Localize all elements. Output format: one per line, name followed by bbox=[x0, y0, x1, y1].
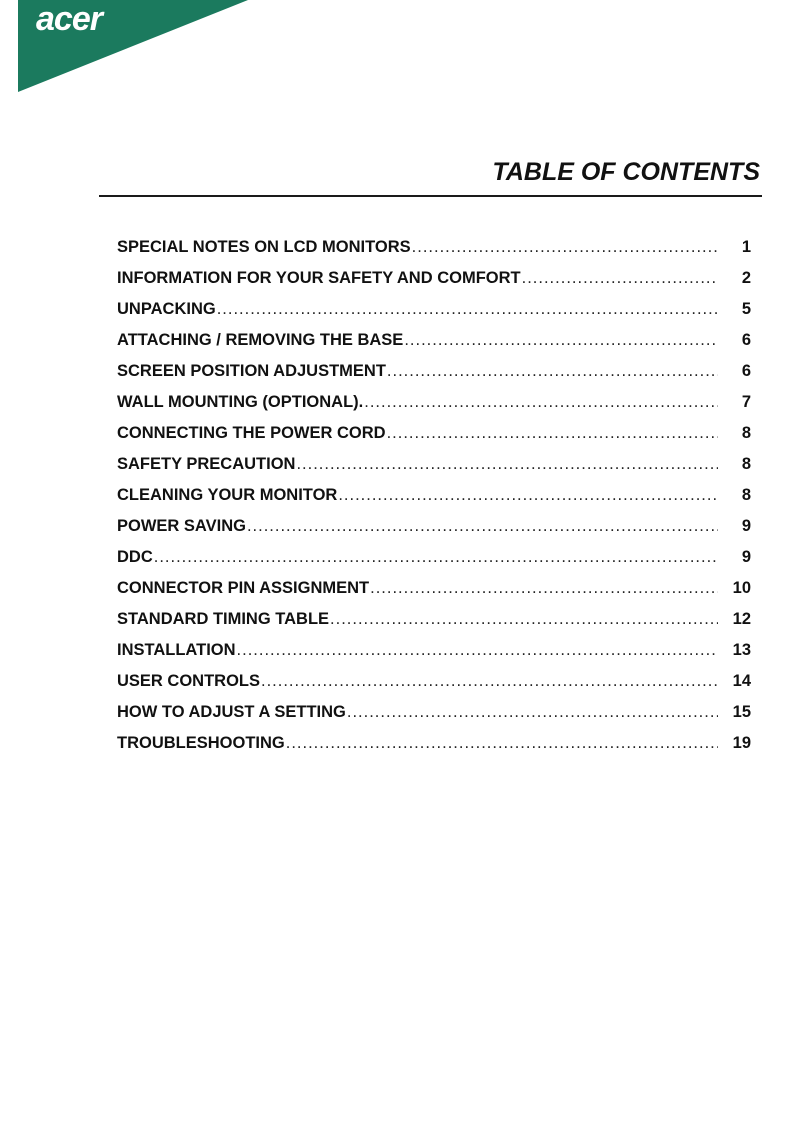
toc-entry-label: ATTACHING / REMOVING THE BASE bbox=[117, 331, 404, 349]
toc-entry[interactable] bbox=[117, 331, 751, 362]
toc-entry-label: SAFETY PRECAUTION bbox=[117, 455, 296, 473]
toc-entry-label: STANDARD TIMING TABLE bbox=[117, 610, 330, 628]
toc-entry[interactable] bbox=[117, 393, 751, 424]
toc-entry-page-number: 12 bbox=[732, 610, 751, 628]
table-of-contents bbox=[117, 238, 751, 765]
toc-entry-label: CONNECTOR PIN ASSIGNMENT bbox=[117, 579, 370, 597]
toc-entry-page-number: 13 bbox=[732, 641, 751, 659]
toc-entry-page-number: 6 bbox=[741, 362, 751, 380]
acer-logo: acer bbox=[36, 0, 102, 38]
toc-entry-label: DDC bbox=[117, 548, 153, 566]
toc-entry[interactable] bbox=[117, 703, 751, 734]
toc-entry-page-number: 8 bbox=[741, 455, 751, 473]
page-title: TABLE OF CONTENTS bbox=[492, 158, 760, 186]
toc-entry[interactable] bbox=[117, 269, 751, 300]
toc-entry-page-number: 10 bbox=[732, 579, 751, 597]
toc-dot-leader bbox=[364, 393, 718, 412]
toc-entry[interactable] bbox=[117, 300, 751, 331]
toc-entry-page-number: 5 bbox=[741, 300, 751, 318]
toc-dot-leader bbox=[522, 269, 718, 288]
toc-entry-page-number: 9 bbox=[741, 517, 751, 535]
title-divider bbox=[99, 195, 762, 197]
toc-entry-label: CLEANING YOUR MONITOR bbox=[117, 486, 338, 504]
toc-dot-leader bbox=[154, 548, 718, 567]
toc-entry-page-number: 6 bbox=[741, 331, 751, 349]
toc-dot-leader bbox=[286, 734, 718, 753]
toc-entry[interactable] bbox=[117, 362, 751, 393]
toc-entry[interactable] bbox=[117, 610, 751, 641]
toc-entry-page-number: 19 bbox=[732, 734, 751, 752]
toc-dot-leader bbox=[296, 455, 718, 474]
toc-entry[interactable] bbox=[117, 641, 751, 672]
toc-entry-page-number: 1 bbox=[741, 238, 751, 256]
toc-entry[interactable] bbox=[117, 579, 751, 610]
toc-entry[interactable] bbox=[117, 455, 751, 486]
toc-dot-leader bbox=[338, 486, 718, 505]
toc-entry[interactable] bbox=[117, 517, 751, 548]
toc-entry-label: WALL MOUNTING (OPTIONAL). bbox=[117, 393, 364, 411]
toc-dot-leader bbox=[237, 641, 718, 660]
toc-dot-leader bbox=[347, 703, 718, 722]
toc-entry-page-number: 8 bbox=[741, 486, 751, 504]
toc-dot-leader bbox=[387, 424, 718, 443]
toc-entry-label: TROUBLESHOOTING bbox=[117, 734, 285, 752]
toc-entry-page-number: 2 bbox=[741, 269, 751, 287]
toc-entry-page-number: 14 bbox=[732, 672, 751, 690]
toc-dot-leader bbox=[247, 517, 718, 536]
toc-dot-leader bbox=[370, 579, 718, 598]
toc-entry[interactable] bbox=[117, 238, 751, 269]
toc-dot-leader bbox=[387, 362, 718, 381]
toc-entry-label: CONNECTING THE POWER CORD bbox=[117, 424, 386, 442]
toc-entry-label: USER CONTROLS bbox=[117, 672, 261, 690]
toc-entry-page-number: 15 bbox=[732, 703, 751, 721]
toc-entry[interactable] bbox=[117, 548, 751, 579]
toc-entry-label: POWER SAVING bbox=[117, 517, 246, 535]
toc-dot-leader bbox=[330, 610, 718, 629]
toc-entry-label: UNPACKING bbox=[117, 300, 216, 318]
toc-entry[interactable] bbox=[117, 672, 751, 703]
toc-entry-label: HOW TO ADJUST A SETTING bbox=[117, 703, 346, 721]
toc-entry-label: SCREEN POSITION ADJUSTMENT bbox=[117, 362, 386, 380]
brand-header bbox=[0, 0, 260, 95]
toc-entry[interactable] bbox=[117, 424, 751, 455]
toc-entry-page-number: 9 bbox=[741, 548, 751, 566]
toc-dot-leader bbox=[412, 238, 718, 257]
toc-entry[interactable] bbox=[117, 486, 751, 517]
toc-entry-label: INFORMATION FOR YOUR SAFETY AND COMFORT bbox=[117, 269, 521, 287]
toc-dot-leader bbox=[217, 300, 718, 319]
toc-entry-label: SPECIAL NOTES ON LCD MONITORS bbox=[117, 238, 411, 256]
toc-entry[interactable] bbox=[117, 734, 751, 765]
toc-dot-leader bbox=[261, 672, 718, 691]
toc-dot-leader bbox=[404, 331, 718, 350]
toc-entry-page-number: 7 bbox=[741, 393, 751, 411]
toc-entry-label: INSTALLATION bbox=[117, 641, 236, 659]
toc-entry-page-number: 8 bbox=[741, 424, 751, 442]
